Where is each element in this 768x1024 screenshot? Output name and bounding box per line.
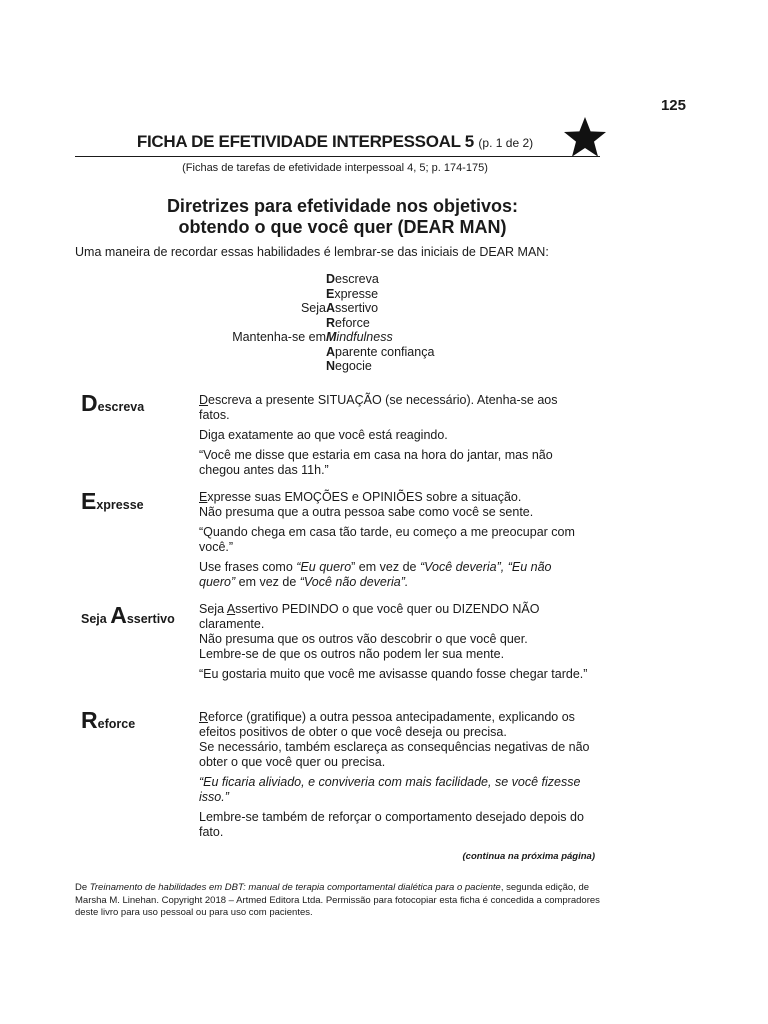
title-page-ref: (p. 1 de 2) (478, 136, 534, 150)
mnemonic-prefix: Mantenha-se em (232, 330, 326, 344)
descreva-paragraph-2: Diga exatamente ao que você está reagindo. (199, 428, 448, 442)
footer-text: , segunda edição, de Marsha M. Linehan. Copyright 2018 – Artmed Editora Ltda. Permissão para fotocopiar esta ficha é concedida a compradores deste livro para uso pessoal ou para uso com pacientes. (75, 882, 600, 918)
label-rest: eforce (97, 717, 136, 731)
section-expresse (199, 490, 591, 595)
expresse-text-2: Não presuma que a outra pessoa sabe como você se sente. (199, 505, 534, 519)
section-heading (75, 196, 610, 238)
label-letter: R (81, 707, 98, 733)
section-descreva (199, 393, 591, 483)
mnemonic-word: escreva (335, 272, 379, 286)
heading-line-2: obtendo o que você quer (DEAR MAN) (178, 217, 507, 237)
label-letter: D (81, 390, 98, 416)
text-run: “Você deveria”, “Eu não quero” (199, 560, 552, 589)
mnemonic-letter: E (326, 286, 335, 301)
mnemonic-prefix (150, 287, 326, 302)
text-run: em vez de (235, 575, 300, 589)
mnemonic-row (150, 359, 510, 374)
mnemonic-letter: A (326, 301, 336, 315)
mnemonic-word: indfulness (336, 330, 393, 344)
expresse-paragraph-3 (199, 560, 591, 590)
descreva-example: “Você me disse que estaria em casa na hora do jantar, mas não chegou antes das 11h.” (199, 448, 553, 477)
copyright-footer (75, 882, 600, 920)
label-assertivo (81, 602, 175, 629)
reforce-paragraph-1 (199, 710, 591, 770)
mnemonic-prefix: Seja (300, 301, 326, 315)
page-title (75, 132, 595, 152)
label-expresse (81, 488, 144, 515)
label-letter: A (110, 602, 127, 628)
mnemonic-prefix (150, 272, 326, 287)
footer-book-title: Treinamento de habilidades em DBT: manual de terapia comportamental dialética para o paciente (89, 882, 501, 893)
assertivo-paragraph-1 (199, 602, 591, 662)
page-number: 125 (660, 97, 686, 114)
mnemonic-row (150, 272, 510, 287)
label-prefix: Seja (81, 612, 111, 626)
text-run: “Eu quero (296, 560, 352, 574)
continued-note: (continua na próxima página) (462, 851, 595, 862)
assertivo-example: “Eu gostaria muito que você me avisasse quando fosse chegar tarde.” (199, 667, 588, 681)
text-run: Seja (199, 602, 227, 616)
mnemonic-word: parente confiança (335, 344, 435, 359)
underlined-initial: D (199, 393, 209, 407)
descreva-paragraph-1 (199, 393, 591, 423)
label-reforce (81, 707, 135, 734)
intro-text: Uma maneira de recordar essas habilidades é lembrar-se das iniciais de DEAR MAN: (75, 245, 549, 259)
mnemonic-row (150, 330, 510, 345)
label-rest: escreva (97, 400, 145, 414)
title-underline (75, 156, 600, 157)
mnemonic-prefix (150, 316, 326, 331)
heading-line-1: Diretrizes para efetividade nos objetivos: (166, 196, 519, 216)
expresse-text-1: xpresse suas EMOÇÕES e OPINIÕES sobre a situação. (207, 490, 522, 504)
mnemonic-word: xpresse (334, 286, 379, 301)
label-rest: ssertivo (126, 612, 175, 626)
star-icon (563, 116, 607, 158)
title-main: FICHA DE EFETIVIDADE INTERPESSOAL 5 (136, 132, 474, 151)
mnemonic-prefix (150, 359, 326, 374)
mnemonic-letter: N (326, 359, 336, 373)
text-run: ” em vez de (351, 560, 420, 574)
assertivo-text-3: Lembre-se de que os outros não podem ler sua mente. (199, 647, 505, 661)
label-letter: E (81, 488, 97, 514)
mnemonic-row (150, 287, 510, 302)
mnemonic-letter: D (326, 272, 336, 286)
mnemonic-letter: M (326, 330, 337, 344)
dear-man-mnemonic (150, 272, 510, 374)
section-assertivo (199, 602, 591, 687)
mnemonic-row (150, 316, 510, 331)
label-descreva (81, 390, 144, 417)
reforce-text-2: Se necessário, também esclareça as consequências negativas de não obter o que você quer ou precisa. (199, 740, 590, 769)
underlined-initial: E (199, 490, 208, 504)
expresse-example: “Quando chega em casa tão tarde, eu começo a me preocupar com você.” (199, 525, 575, 554)
underlined-initial: A (226, 602, 236, 616)
assertivo-text-2: Não presuma que os outros vão descobrir o que você quer. (199, 632, 528, 646)
mnemonic-word: eforce (335, 315, 370, 330)
text-run: Use frases como (199, 560, 297, 574)
expresse-paragraph-1 (199, 490, 591, 520)
mnemonic-prefix (150, 345, 326, 360)
reforce-paragraph-3: Lembre-se também de reforçar o comportamento desejado depois do fato. (199, 810, 584, 839)
mnemonic-letter: R (326, 315, 336, 330)
worksheet-reference: (Fichas de tarefas de efetividade interpessoal 4, 5; p. 174-175) (182, 162, 488, 174)
section-reforce (199, 710, 591, 845)
text-run: “Você não deveria”. (299, 575, 409, 589)
reforce-text-1: eforce (gratifique) a outra pessoa antecipadamente, explicando os efeitos positivos de obter o que você deseja ou precisa. (199, 710, 575, 739)
mnemonic-word: ssertivo (335, 301, 379, 315)
mnemonic-letter: A (326, 344, 336, 359)
underlined-initial: R (199, 710, 209, 724)
reforce-example: “Eu ficaria aliviado, e conviveria com mais facilidade, se você fizesse isso.” (199, 775, 581, 804)
descreva-text-1: escreva a presente SITUAÇÃO (se necessário). Atenha-se aos fatos. (199, 393, 558, 422)
mnemonic-row (150, 301, 510, 316)
assertivo-text-1: ssertivo PEDINDO o que você quer ou DIZENDO NÃO claramente. (199, 602, 540, 631)
label-rest: xpresse (96, 498, 144, 512)
mnemonic-row (150, 345, 510, 360)
mnemonic-word: egocie (335, 359, 372, 373)
footer-text: De (75, 882, 90, 893)
